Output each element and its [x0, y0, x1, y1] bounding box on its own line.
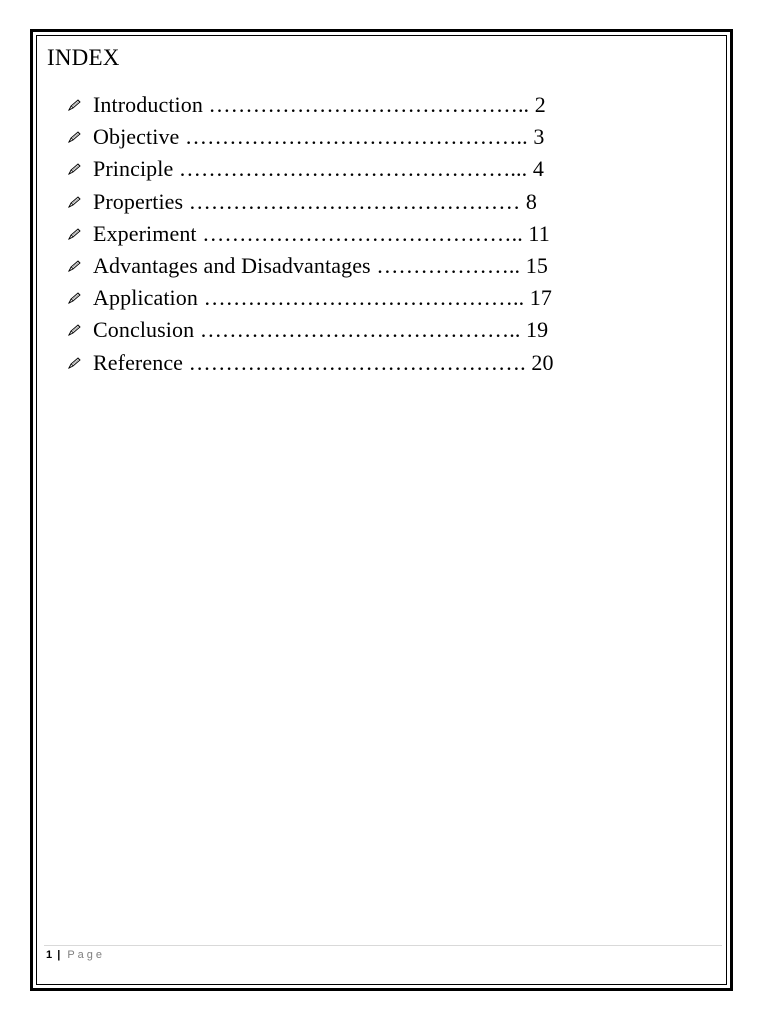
pencil-icon — [68, 320, 93, 340]
pencil-icon — [68, 288, 93, 308]
pencil-icon — [68, 192, 93, 212]
toc-entry-introduction — [68, 89, 554, 121]
toc-entry-advantages — [68, 250, 554, 282]
toc-entry-reference — [68, 347, 554, 379]
toc-entry-conclusion — [68, 314, 554, 346]
toc-entry-text: Objective ……………………………………….. 3 — [93, 124, 545, 150]
pencil-icon — [68, 95, 93, 115]
toc-entry-text: Introduction …………………………………….. 2 — [93, 92, 546, 118]
toc-entry-properties — [68, 186, 554, 218]
page-footer — [46, 948, 105, 962]
toc-entry-application — [68, 282, 554, 314]
pencil-icon — [68, 159, 93, 179]
toc-entry-text: Conclusion …………………………………….. 19 — [93, 317, 549, 343]
pencil-icon — [68, 224, 93, 244]
footer-divider — [44, 945, 722, 946]
table-of-contents — [68, 89, 554, 379]
footer-separator: | — [57, 949, 61, 961]
page-title: INDEX — [47, 45, 120, 70]
toc-entry-objective — [68, 121, 554, 153]
toc-entry-text: Properties ……………………………………… 8 — [93, 188, 538, 214]
toc-entry-principle — [68, 153, 554, 185]
toc-entry-text: Application …………………………………….. 17 — [93, 285, 552, 311]
page-number: 1 — [46, 949, 53, 961]
pencil-icon — [68, 353, 93, 373]
footer-page-label: Page — [67, 949, 106, 961]
toc-entry-experiment — [68, 218, 554, 250]
pencil-icon — [68, 256, 93, 276]
toc-entry-text: Advantages and Disadvantages ……………….. 15 — [93, 253, 548, 279]
pencil-icon — [68, 127, 93, 147]
toc-entry-text: Reference ………………………………………. 20 — [93, 349, 554, 375]
toc-entry-text: Principle ………………………………………... 4 — [93, 156, 544, 182]
toc-entry-text: Experiment …………………………………….. 11 — [93, 220, 550, 246]
